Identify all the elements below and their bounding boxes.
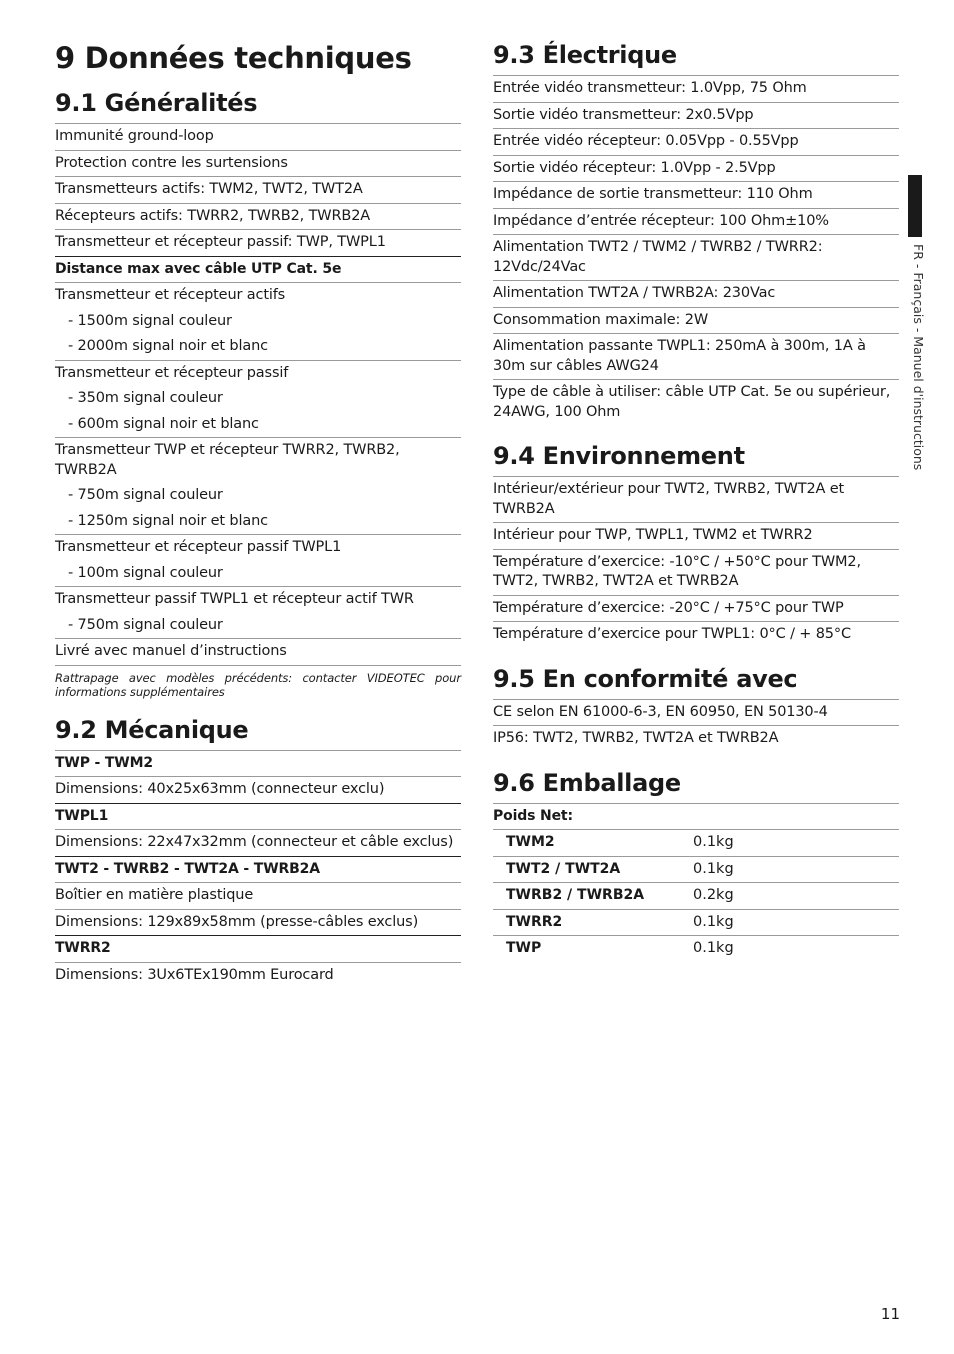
distance-sub: - 1500m signal couleur bbox=[68, 312, 232, 329]
side-language-label: FR - Français - Manuel d'instructions bbox=[911, 244, 926, 471]
distance-group-label: Transmetteur TWP et récepteur TWRR2, TWRB2, TWRB2A bbox=[55, 442, 400, 478]
packaging-model: TWP bbox=[506, 940, 542, 956]
electrical-item: Alimentation TWT2 / TWM2 / TWRB2 / TWRR2: 12Vdc/24Vac bbox=[493, 235, 899, 281]
section-title-environment: 9.4 Environnement bbox=[493, 441, 899, 477]
conformity-item: IP56: TWT2, TWRB2, TWT2A et TWRB2A bbox=[493, 730, 779, 746]
mechanical-row: Boîtier en matière plastique bbox=[55, 883, 461, 910]
environment-item: Intérieur/extérieur pour TWT2, TWRB2, TWT2A et TWRB2A bbox=[493, 477, 899, 523]
packaging-weight: 0.1kg bbox=[693, 913, 734, 930]
distance-group-label: Transmetteur et récepteur passif TWPL1 bbox=[55, 539, 342, 555]
section-title-general: 9.1 Généralités bbox=[55, 88, 461, 124]
mechanical-row: Dimensions: 3Ux6TEx190mm Eurocard bbox=[55, 966, 334, 983]
packaging-row bbox=[493, 936, 899, 962]
environment-item: Température d’exercice: -20°C / +75°C pour TWP bbox=[493, 596, 899, 623]
electrical-item: Type de câble à utiliser: câble UTP Cat. 5e ou supérieur, 24AWG, 100 Ohm bbox=[493, 384, 891, 420]
electrical-item: Impédance d’entrée récepteur: 100 Ohm±10% bbox=[493, 209, 899, 236]
distance-group-label: Transmetteur et récepteur passif bbox=[55, 364, 289, 381]
distance-sub: - 100m signal couleur bbox=[55, 561, 461, 588]
electrical-item: Impédance de sortie transmetteur: 110 Ohm bbox=[493, 182, 899, 209]
mechanical-row: Dimensions: 129x89x58mm (presse-câbles exclus) bbox=[55, 910, 461, 937]
electrical-item: Entrée vidéo transmetteur: 1.0Vpp, 75 Ohm bbox=[493, 76, 899, 103]
general-item: Transmetteurs actifs: TWM2, TWT2, TWT2A bbox=[55, 177, 461, 204]
general-item: Récepteurs actifs: TWRR2, TWRB2, TWRB2A bbox=[55, 204, 461, 231]
section-title-conformity: 9.5 En conformité avec bbox=[493, 664, 899, 700]
packaging-row bbox=[493, 857, 899, 884]
left-column bbox=[55, 40, 461, 988]
side-tab-marker bbox=[908, 175, 922, 237]
page-number: 11 bbox=[880, 1305, 900, 1323]
packaging-model: TWRB2 / TWRB2A bbox=[506, 887, 645, 903]
section-title-electrical: 9.3 Électrique bbox=[493, 40, 899, 76]
electrical-item: Sortie vidéo transmetteur: 2x0.5Vpp bbox=[493, 103, 899, 130]
net-weight-label: Poids Net: bbox=[493, 804, 899, 831]
distance-sub: - 350m signal couleur bbox=[68, 390, 223, 406]
environment-item: Température d’exercice: -10°C / +50°C pour TWM2, TWT2, TWRB2, TWT2A et TWRB2A bbox=[493, 550, 899, 596]
packaging-model: TWM2 bbox=[506, 834, 555, 850]
mechanical-row: TWT2 - TWRB2 - TWT2A - TWRB2A bbox=[55, 857, 461, 884]
packaging-weight: 0.1kg bbox=[693, 940, 734, 956]
packaging-row bbox=[493, 883, 899, 910]
packaging-weight: 0.2kg bbox=[693, 887, 734, 903]
electrical-item: Consommation maximale: 2W bbox=[493, 308, 899, 335]
general-item: Protection contre les surtensions bbox=[55, 151, 461, 178]
chapter-title: 9 Données techniques bbox=[55, 41, 412, 75]
distance-sub: - 2000m signal noir et blanc bbox=[55, 334, 461, 361]
packaging-row bbox=[493, 910, 899, 937]
distance-group-label: Transmetteur passif TWPL1 et récepteur actif TWR bbox=[55, 591, 414, 607]
mechanical-row: TWPL1 bbox=[55, 804, 461, 831]
electrical-item: Sortie vidéo récepteur: 1.0Vpp - 2.5Vpp bbox=[493, 156, 899, 183]
section-title-packaging: 9.6 Emballage bbox=[493, 768, 899, 804]
packaging-weight: 0.1kg bbox=[693, 834, 734, 850]
environment-item: Intérieur pour TWP, TWPL1, TWM2 et TWRR2 bbox=[493, 523, 899, 550]
packaging-weight: 0.1kg bbox=[693, 860, 734, 877]
packaging-model: TWRR2 bbox=[506, 913, 563, 930]
distance-sub: - 750m signal couleur bbox=[55, 613, 461, 640]
mechanical-row: TWP - TWM2 bbox=[55, 751, 461, 778]
supplied-with: Livré avec manuel d’instructions bbox=[55, 639, 461, 666]
distance-heading: Distance max avec câble UTP Cat. 5e bbox=[55, 257, 461, 284]
mechanical-row: Dimensions: 40x25x63mm (connecteur exclu) bbox=[55, 777, 461, 804]
electrical-item: Entrée vidéo récepteur: 0.05Vpp - 0.55Vpp bbox=[493, 129, 899, 156]
distance-group-label: Transmetteur et récepteur actifs bbox=[55, 287, 286, 303]
distance-sub: - 600m signal noir et blanc bbox=[55, 412, 461, 439]
conformity-item: CE selon EN 61000-6-3, EN 60950, EN 50130-4 bbox=[493, 700, 899, 727]
mechanical-row: TWRR2 bbox=[55, 936, 461, 963]
general-item: Transmetteur et récepteur passif: TWP, TWPL1 bbox=[55, 230, 461, 257]
general-item: Immunité ground-loop bbox=[55, 124, 461, 151]
section-title-mechanical: 9.2 Mécanique bbox=[55, 715, 461, 751]
mechanical-row: Dimensions: 22x47x32mm (connecteur et câble exclus) bbox=[55, 830, 461, 857]
right-column bbox=[493, 40, 899, 962]
packaging-model: TWT2 / TWT2A bbox=[506, 860, 621, 877]
electrical-item: Alimentation TWT2A / TWRB2A: 230Vac bbox=[493, 281, 899, 308]
packaging-row bbox=[493, 830, 899, 857]
distance-sub: - 750m signal couleur bbox=[68, 487, 223, 503]
compatibility-note: Rattrapage avec modèles précédents: contacter VIDEOTEC pour informations supplémentaires bbox=[55, 670, 461, 699]
electrical-item: Alimentation passante TWPL1: 250mA à 300m, 1A à 30m sur câbles AWG24 bbox=[493, 334, 899, 380]
environment-item: Température d’exercice pour TWPL1: 0°C / + 85°C bbox=[493, 626, 851, 642]
distance-sub: - 1250m signal noir et blanc bbox=[55, 509, 461, 536]
